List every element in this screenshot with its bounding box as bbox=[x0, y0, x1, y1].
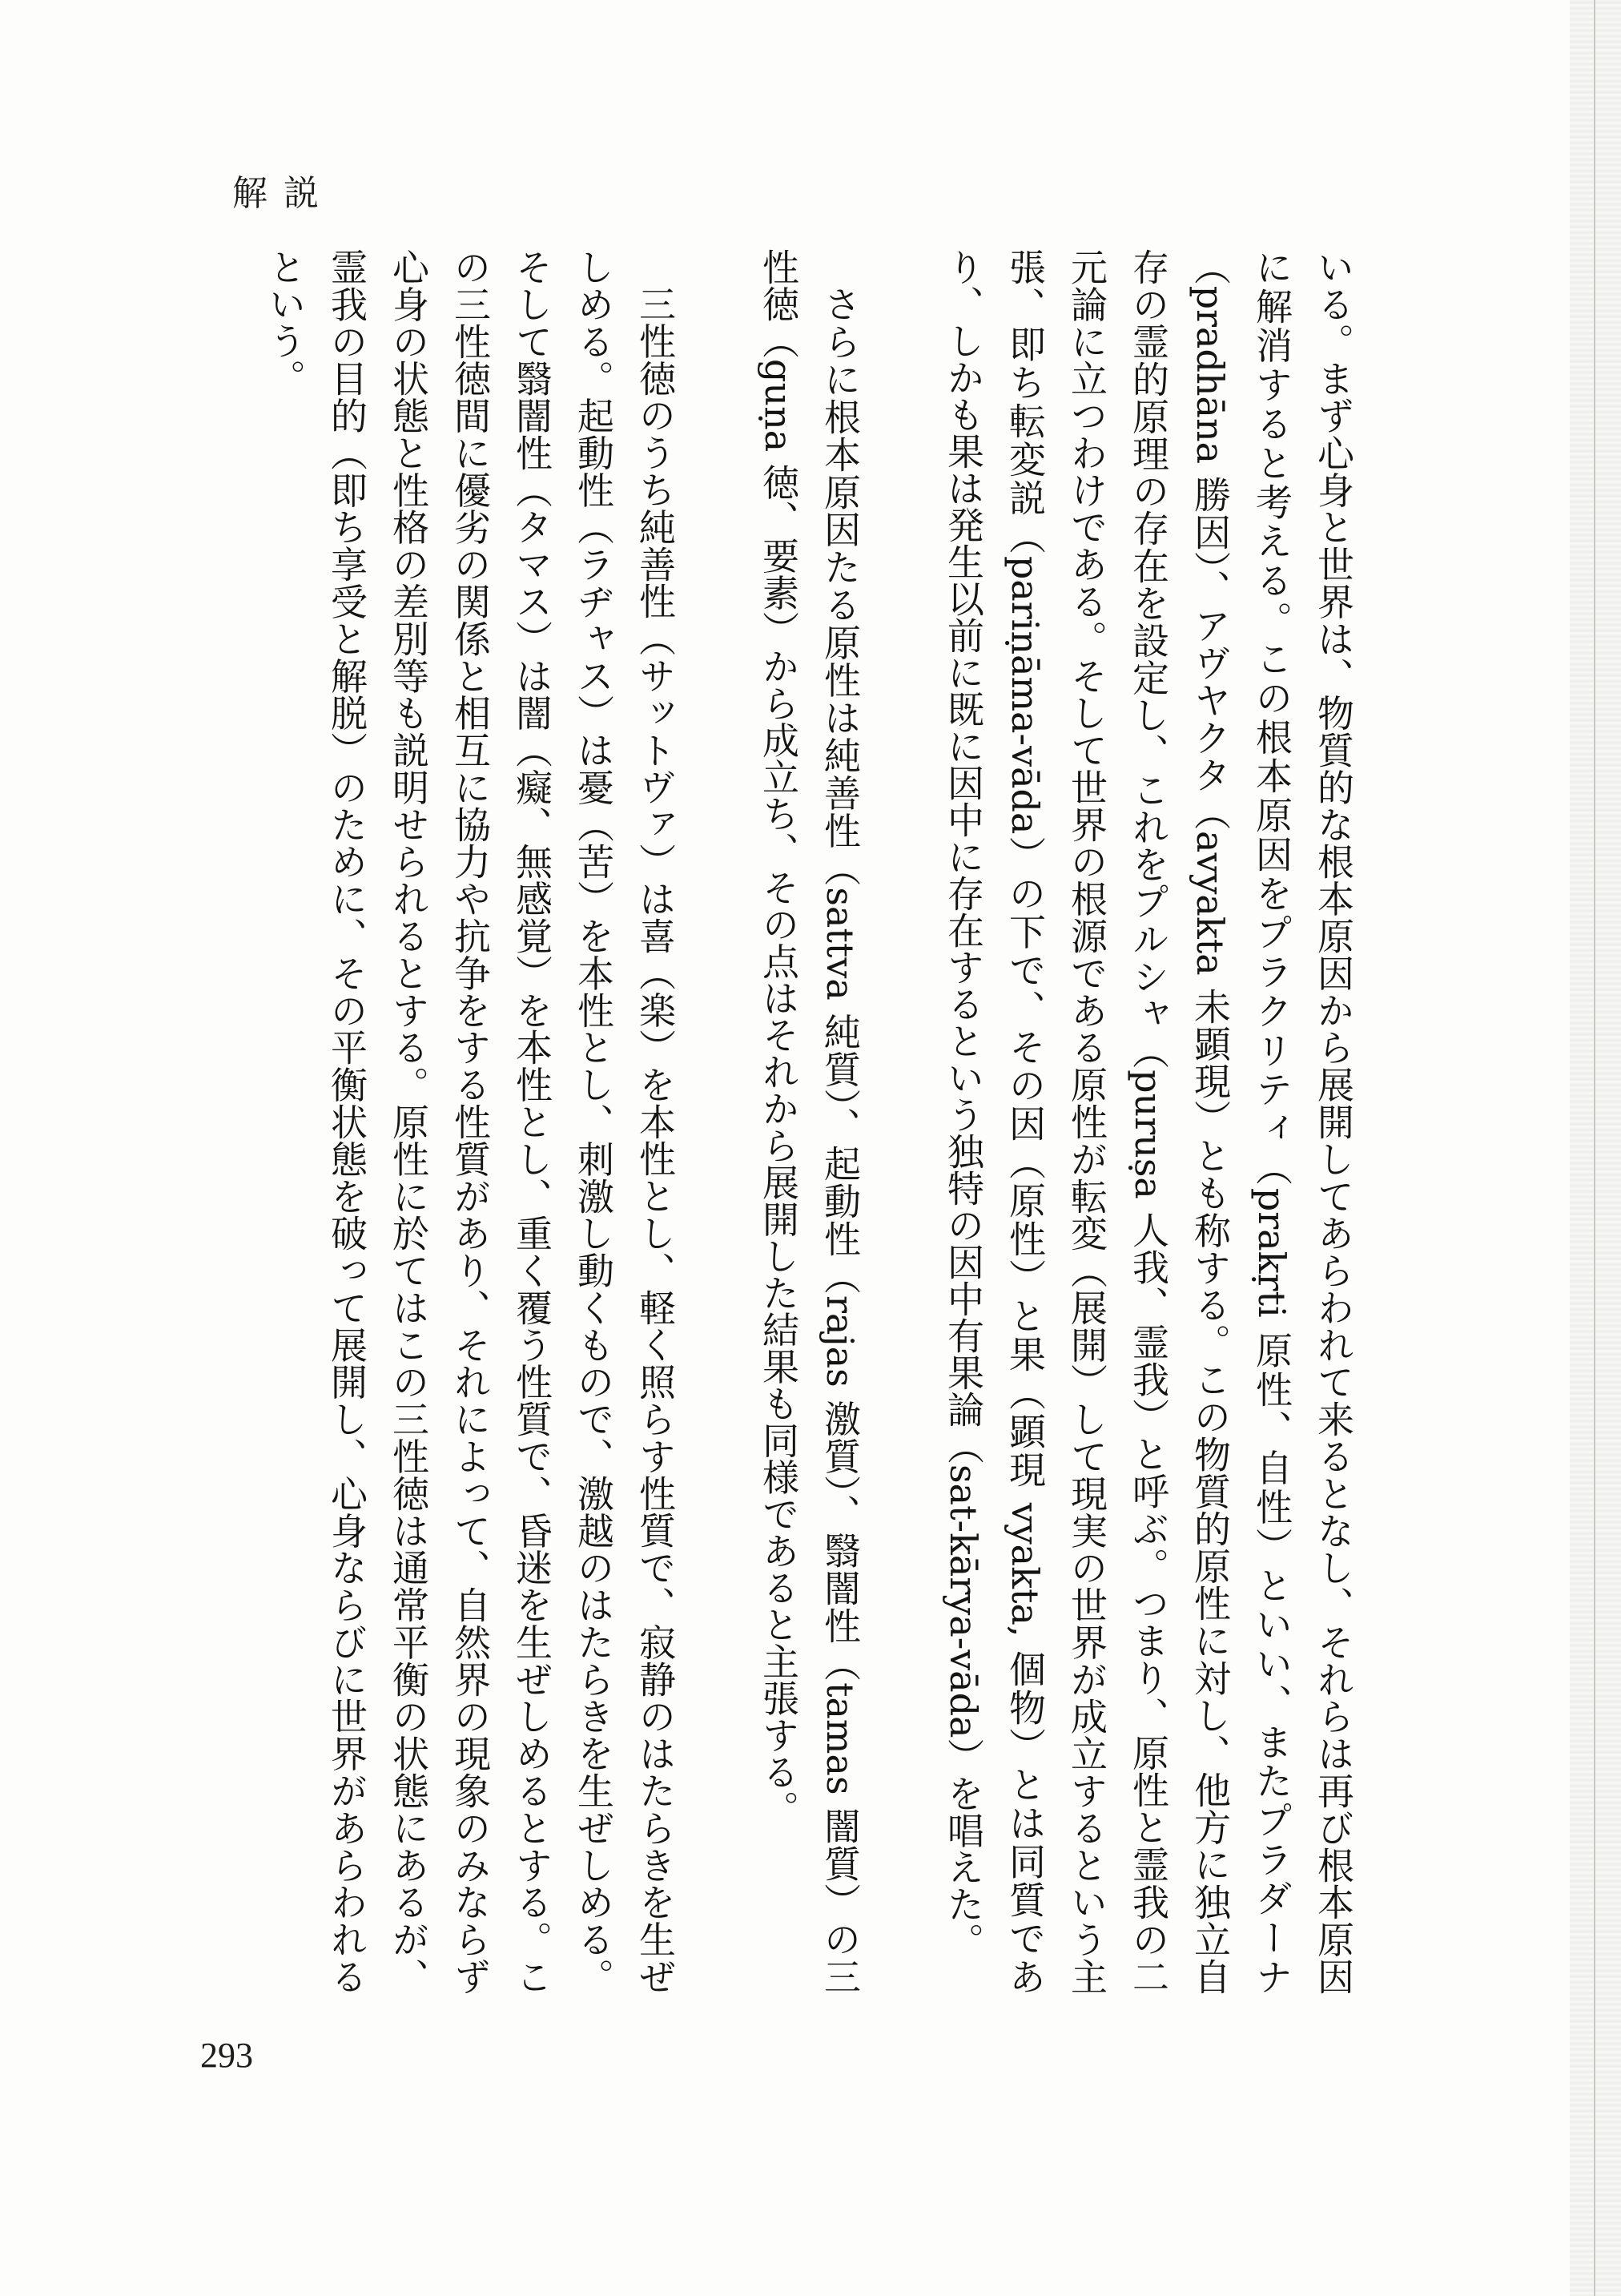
paragraph-continued: いる。まず心身と世界は、物質的な根本原因から展開してあらわれて来るとなし、それらは再び根本原因に解消すると考える。この根本原因をプラクリティ（prakṛti 原性、自性）といい、またプラダーナ（pradhāna 勝因）、アヴヤクタ（avyakta 未顕現）とも称する。この物質的原性に対し、他方に独立自存の霊的原理の存在を設定し、これをプルシャ（puruṣa 人我、霊我）と呼ぶ。つまり、原性と霊我の二元論に立つわけである。そして世界の根源である原性が転変（展開）して現実の世界が成立するという主張、即ち転変説（pariṇāma-vāda）の下で、その因（原性）と果（顕現 vyakta, 個物）とは同質であり、しかも果は発生以前に既に因中に存在するという独特の因中有果論（sat-kārya-vāda）を唱えた。 bbox=[942, 248, 1355, 1995]
scan-edge-line bbox=[1594, 0, 1595, 2296]
paragraph-gunas-nature: 三性徳のうち純善性（サットヴァ）は喜（楽）を本性とし、軽く照らす性質で、寂静のはたらきを生ぜしめる。起動性（ラヂャス）は憂（苦）を本性とし、刺激し動くもので、激越のはたらきを生ぜしめる。そして翳闇性（タマス）は闇（癡、無感覚）を本性とし、重く覆う性質で、昏迷を生ぜしめるとする。この三性徳間に優劣の関係と相互に協力や抗争をする性質があり、それによって、自然界の現象のみならず心身の状態と性格の差別等も説明せられるとする。原性に於てはこの三性徳は通常平衡の状態にあるが、霊我の目的（即ち享受と解脱）のために、その平衡状態を破って展開し、心身ならびに世界があらわれるという。 bbox=[263, 248, 677, 1995]
vertical-text-body bbox=[200, 248, 1426, 1995]
scan-edge-shadow bbox=[1570, 0, 1621, 2296]
paragraph-three-gunas: さらに根本原因たる原性は純善性（sattva 純質）、起動性（rajas 激質）、翳闇性（tamas 闇質）の三性徳（guṇa 徳、要素）から成立ち、その点はそれから展開した結果も同様であると主張する。 bbox=[757, 248, 862, 1995]
page-number: 293 bbox=[200, 2036, 253, 2075]
running-head: 解説 bbox=[232, 173, 335, 214]
